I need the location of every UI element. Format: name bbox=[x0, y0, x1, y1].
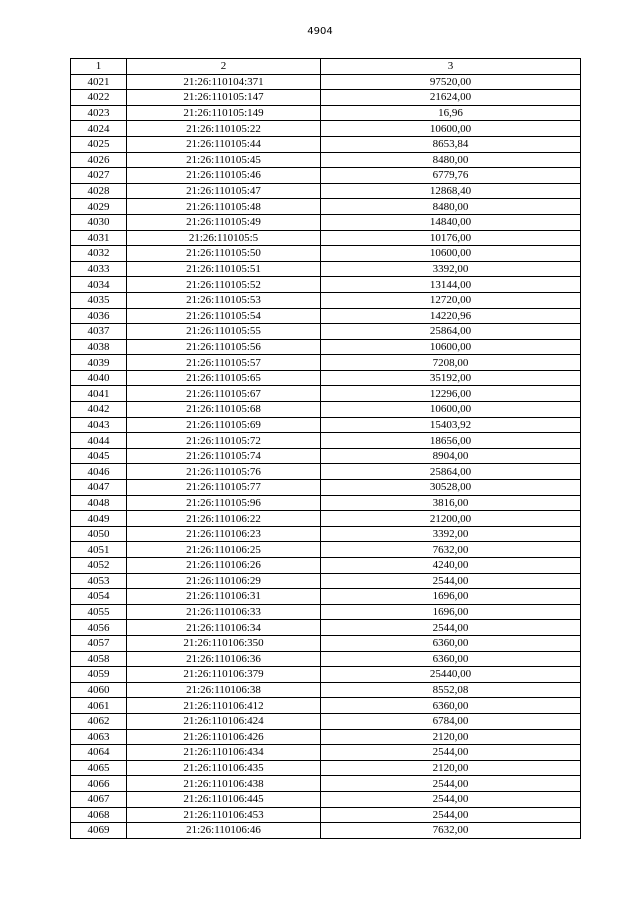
row-number-cell: 4040 bbox=[71, 370, 127, 386]
row-number-cell: 4042 bbox=[71, 402, 127, 418]
cadastral-number-cell: 21:26:110105:76 bbox=[127, 464, 321, 480]
amount-cell: 6779,76 bbox=[321, 168, 581, 184]
table-body bbox=[71, 74, 581, 838]
row-number-cell: 4038 bbox=[71, 339, 127, 355]
cadastral-number-cell: 21:26:110105:96 bbox=[127, 495, 321, 511]
table-row bbox=[71, 90, 581, 106]
row-number-cell: 4025 bbox=[71, 136, 127, 152]
amount-cell: 6784,00 bbox=[321, 713, 581, 729]
row-number-cell: 4022 bbox=[71, 90, 127, 106]
table-row bbox=[71, 635, 581, 651]
cadastral-number-cell: 21:26:110106:25 bbox=[127, 542, 321, 558]
amount-cell: 8552,08 bbox=[321, 682, 581, 698]
table-row bbox=[71, 807, 581, 823]
row-number-cell: 4033 bbox=[71, 261, 127, 277]
amount-cell: 18656,00 bbox=[321, 433, 581, 449]
amount-cell: 16,96 bbox=[321, 105, 581, 121]
table-row bbox=[71, 511, 581, 527]
table-row bbox=[71, 277, 581, 293]
cadastral-number-cell: 21:26:110106:435 bbox=[127, 760, 321, 776]
amount-cell: 2544,00 bbox=[321, 745, 581, 761]
row-number-cell: 4047 bbox=[71, 480, 127, 496]
cadastral-number-cell: 21:26:110104:371 bbox=[127, 74, 321, 90]
cadastral-number-cell: 21:26:110106:350 bbox=[127, 635, 321, 651]
table-row bbox=[71, 152, 581, 168]
row-number-cell: 4059 bbox=[71, 667, 127, 683]
cadastral-number-cell: 21:26:110106:23 bbox=[127, 526, 321, 542]
table-row bbox=[71, 823, 581, 839]
row-number-cell: 4030 bbox=[71, 214, 127, 230]
amount-cell: 10600,00 bbox=[321, 121, 581, 137]
table-row bbox=[71, 495, 581, 511]
table-row bbox=[71, 448, 581, 464]
row-number-cell: 4051 bbox=[71, 542, 127, 558]
row-number-cell: 4034 bbox=[71, 277, 127, 293]
table-header bbox=[71, 59, 581, 75]
cadastral-number-cell: 21:26:110105:57 bbox=[127, 355, 321, 371]
amount-cell: 2544,00 bbox=[321, 791, 581, 807]
table-row bbox=[71, 651, 581, 667]
amount-cell: 25440,00 bbox=[321, 667, 581, 683]
table-row bbox=[71, 214, 581, 230]
table-row bbox=[71, 589, 581, 605]
table-row bbox=[71, 199, 581, 215]
row-number-cell: 4028 bbox=[71, 183, 127, 199]
row-number-cell: 4053 bbox=[71, 573, 127, 589]
cadastral-number-cell: 21:26:110105:48 bbox=[127, 199, 321, 215]
amount-cell: 8904,00 bbox=[321, 448, 581, 464]
cadastral-number-cell: 21:26:110106:46 bbox=[127, 823, 321, 839]
cadastral-number-cell: 21:26:110106:22 bbox=[127, 511, 321, 527]
row-number-cell: 4069 bbox=[71, 823, 127, 839]
row-number-cell: 4032 bbox=[71, 246, 127, 262]
row-number-cell: 4035 bbox=[71, 292, 127, 308]
cadastral-number-cell: 21:26:110106:29 bbox=[127, 573, 321, 589]
cadastral-number-cell: 21:26:110105:49 bbox=[127, 214, 321, 230]
amount-cell: 2544,00 bbox=[321, 573, 581, 589]
table-row bbox=[71, 682, 581, 698]
amount-cell: 25864,00 bbox=[321, 324, 581, 340]
cadastral-number-cell: 21:26:110105:72 bbox=[127, 433, 321, 449]
cadastral-number-cell: 21:26:110105:147 bbox=[127, 90, 321, 106]
cadastral-number-cell: 21:26:110105:5 bbox=[127, 230, 321, 246]
row-number-cell: 4050 bbox=[71, 526, 127, 542]
amount-cell: 7632,00 bbox=[321, 542, 581, 558]
amount-cell: 30528,00 bbox=[321, 480, 581, 496]
row-number-cell: 4045 bbox=[71, 448, 127, 464]
amount-cell: 6360,00 bbox=[321, 635, 581, 651]
amount-cell: 2120,00 bbox=[321, 729, 581, 745]
table-row bbox=[71, 308, 581, 324]
row-number-cell: 4068 bbox=[71, 807, 127, 823]
cadastral-number-cell: 21:26:110106:426 bbox=[127, 729, 321, 745]
amount-cell: 2544,00 bbox=[321, 620, 581, 636]
table-row bbox=[71, 791, 581, 807]
amount-cell: 25864,00 bbox=[321, 464, 581, 480]
row-number-cell: 4048 bbox=[71, 495, 127, 511]
amount-cell: 14220,96 bbox=[321, 308, 581, 324]
amount-cell: 97520,00 bbox=[321, 74, 581, 90]
row-number-cell: 4046 bbox=[71, 464, 127, 480]
row-number-cell: 4065 bbox=[71, 760, 127, 776]
row-number-cell: 4026 bbox=[71, 152, 127, 168]
amount-cell: 10176,00 bbox=[321, 230, 581, 246]
amount-cell: 7208,00 bbox=[321, 355, 581, 371]
amount-cell: 6360,00 bbox=[321, 698, 581, 714]
cadastral-number-cell: 21:26:110106:434 bbox=[127, 745, 321, 761]
row-number-cell: 4054 bbox=[71, 589, 127, 605]
cadastral-number-cell: 21:26:110106:36 bbox=[127, 651, 321, 667]
row-number-cell: 4052 bbox=[71, 558, 127, 574]
amount-cell: 14840,00 bbox=[321, 214, 581, 230]
table-row bbox=[71, 121, 581, 137]
amount-cell: 1696,00 bbox=[321, 589, 581, 605]
row-number-cell: 4044 bbox=[71, 433, 127, 449]
table-row bbox=[71, 417, 581, 433]
amount-cell: 7632,00 bbox=[321, 823, 581, 839]
row-number-cell: 4036 bbox=[71, 308, 127, 324]
table-row bbox=[71, 370, 581, 386]
table-row bbox=[71, 183, 581, 199]
cadastral-number-cell: 21:26:110106:31 bbox=[127, 589, 321, 605]
amount-cell: 8480,00 bbox=[321, 152, 581, 168]
table-row bbox=[71, 620, 581, 636]
cadastral-number-cell: 21:26:110105:22 bbox=[127, 121, 321, 137]
row-number-cell: 4067 bbox=[71, 791, 127, 807]
row-number-cell: 4039 bbox=[71, 355, 127, 371]
cadastral-number-cell: 21:26:110106:379 bbox=[127, 667, 321, 683]
row-number-cell: 4055 bbox=[71, 604, 127, 620]
table-row bbox=[71, 355, 581, 371]
amount-cell: 8480,00 bbox=[321, 199, 581, 215]
table-row bbox=[71, 324, 581, 340]
row-number-cell: 4058 bbox=[71, 651, 127, 667]
cadastral-number-cell: 21:26:110105:55 bbox=[127, 324, 321, 340]
cadastral-number-cell: 21:26:110105:74 bbox=[127, 448, 321, 464]
table-row bbox=[71, 105, 581, 121]
table-row bbox=[71, 776, 581, 792]
cadastral-number-cell: 21:26:110106:34 bbox=[127, 620, 321, 636]
header-col-3: 3 bbox=[321, 59, 581, 75]
table-row bbox=[71, 526, 581, 542]
cadastral-number-cell: 21:26:110106:445 bbox=[127, 791, 321, 807]
amount-cell: 10600,00 bbox=[321, 402, 581, 418]
table-row bbox=[71, 386, 581, 402]
cadastral-number-cell: 21:26:110105:69 bbox=[127, 417, 321, 433]
row-number-cell: 4037 bbox=[71, 324, 127, 340]
amount-cell: 6360,00 bbox=[321, 651, 581, 667]
table-row bbox=[71, 573, 581, 589]
table-row bbox=[71, 480, 581, 496]
cadastral-number-cell: 21:26:110105:51 bbox=[127, 261, 321, 277]
row-number-cell: 4060 bbox=[71, 682, 127, 698]
row-number-cell: 4027 bbox=[71, 168, 127, 184]
amount-cell: 21624,00 bbox=[321, 90, 581, 106]
cadastral-number-cell: 21:26:110105:52 bbox=[127, 277, 321, 293]
table-row bbox=[71, 760, 581, 776]
row-number-cell: 4049 bbox=[71, 511, 127, 527]
table-row bbox=[71, 604, 581, 620]
row-number-cell: 4029 bbox=[71, 199, 127, 215]
cadastral-number-cell: 21:26:110105:44 bbox=[127, 136, 321, 152]
amount-cell: 12720,00 bbox=[321, 292, 581, 308]
cadastral-number-cell: 21:26:110105:149 bbox=[127, 105, 321, 121]
amount-cell: 12296,00 bbox=[321, 386, 581, 402]
table-row bbox=[71, 542, 581, 558]
cadastral-number-cell: 21:26:110105:67 bbox=[127, 386, 321, 402]
table-row bbox=[71, 698, 581, 714]
amount-cell: 3816,00 bbox=[321, 495, 581, 511]
row-number-cell: 4023 bbox=[71, 105, 127, 121]
amount-cell: 2544,00 bbox=[321, 807, 581, 823]
table-row bbox=[71, 464, 581, 480]
amount-cell: 3392,00 bbox=[321, 526, 581, 542]
table-row bbox=[71, 246, 581, 262]
row-number-cell: 4041 bbox=[71, 386, 127, 402]
table-row bbox=[71, 136, 581, 152]
amount-cell: 3392,00 bbox=[321, 261, 581, 277]
cadastral-number-cell: 21:26:110105:53 bbox=[127, 292, 321, 308]
table-row bbox=[71, 230, 581, 246]
header-row bbox=[71, 59, 581, 75]
cadastral-number-cell: 21:26:110106:26 bbox=[127, 558, 321, 574]
cadastral-number-cell: 21:26:110105:45 bbox=[127, 152, 321, 168]
row-number-cell: 4061 bbox=[71, 698, 127, 714]
row-number-cell: 4064 bbox=[71, 745, 127, 761]
cadastral-number-cell: 21:26:110106:438 bbox=[127, 776, 321, 792]
cadastral-number-cell: 21:26:110106:38 bbox=[127, 682, 321, 698]
table-row bbox=[71, 168, 581, 184]
cadastral-number-cell: 21:26:110105:54 bbox=[127, 308, 321, 324]
cadastral-number-cell: 21:26:110106:33 bbox=[127, 604, 321, 620]
cadastral-number-cell: 21:26:110105:68 bbox=[127, 402, 321, 418]
amount-cell: 2120,00 bbox=[321, 760, 581, 776]
table-row bbox=[71, 667, 581, 683]
cadastral-number-cell: 21:26:110106:412 bbox=[127, 698, 321, 714]
cadastral-number-cell: 21:26:110106:453 bbox=[127, 807, 321, 823]
row-number-cell: 4031 bbox=[71, 230, 127, 246]
amount-cell: 4240,00 bbox=[321, 558, 581, 574]
row-number-cell: 4024 bbox=[71, 121, 127, 137]
table-row bbox=[71, 292, 581, 308]
table-row bbox=[71, 745, 581, 761]
amount-cell: 35192,00 bbox=[321, 370, 581, 386]
cadastral-number-cell: 21:26:110105:65 bbox=[127, 370, 321, 386]
table-row bbox=[71, 402, 581, 418]
header-col-1: 1 bbox=[71, 59, 127, 75]
page-number: 4904 bbox=[307, 26, 333, 37]
row-number-cell: 4062 bbox=[71, 713, 127, 729]
data-table bbox=[70, 58, 581, 839]
table-row bbox=[71, 729, 581, 745]
row-number-cell: 4057 bbox=[71, 635, 127, 651]
row-number-cell: 4056 bbox=[71, 620, 127, 636]
amount-cell: 1696,00 bbox=[321, 604, 581, 620]
amount-cell: 13144,00 bbox=[321, 277, 581, 293]
amount-cell: 12868,40 bbox=[321, 183, 581, 199]
header-col-2: 2 bbox=[127, 59, 321, 75]
row-number-cell: 4063 bbox=[71, 729, 127, 745]
table-row bbox=[71, 558, 581, 574]
amount-cell: 8653,84 bbox=[321, 136, 581, 152]
amount-cell: 10600,00 bbox=[321, 339, 581, 355]
row-number-cell: 4043 bbox=[71, 417, 127, 433]
table-row bbox=[71, 339, 581, 355]
cadastral-number-cell: 21:26:110105:56 bbox=[127, 339, 321, 355]
amount-cell: 15403,92 bbox=[321, 417, 581, 433]
table-row bbox=[71, 261, 581, 277]
row-number-cell: 4066 bbox=[71, 776, 127, 792]
cadastral-number-cell: 21:26:110105:77 bbox=[127, 480, 321, 496]
table-row bbox=[71, 713, 581, 729]
amount-cell: 2544,00 bbox=[321, 776, 581, 792]
cadastral-number-cell: 21:26:110105:50 bbox=[127, 246, 321, 262]
cadastral-number-cell: 21:26:110106:424 bbox=[127, 713, 321, 729]
amount-cell: 21200,00 bbox=[321, 511, 581, 527]
table-row bbox=[71, 433, 581, 449]
row-number-cell: 4021 bbox=[71, 74, 127, 90]
cadastral-number-cell: 21:26:110105:47 bbox=[127, 183, 321, 199]
cadastral-number-cell: 21:26:110105:46 bbox=[127, 168, 321, 184]
amount-cell: 10600,00 bbox=[321, 246, 581, 262]
table-row bbox=[71, 74, 581, 90]
